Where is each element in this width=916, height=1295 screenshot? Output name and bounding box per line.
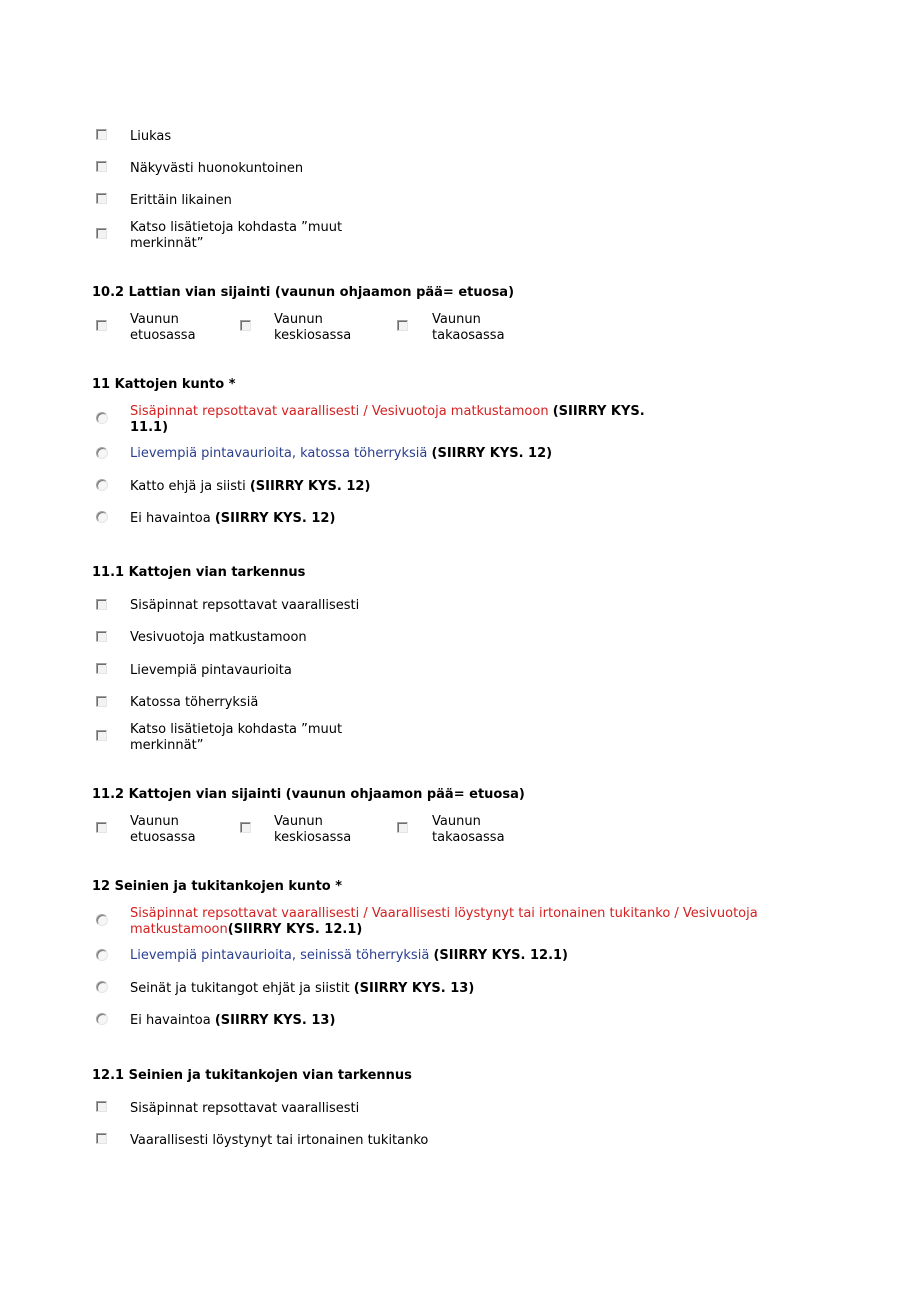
option-label: keskiosassa [274,328,352,343]
checkbox-tukitanko[interactable] [96,1133,107,1144]
option-label: Katso lisätietoja kohdasta ”muut [130,722,343,737]
option-label: Lievempiä pintavaurioita [130,663,292,678]
checkbox-liukas[interactable] [96,129,107,140]
checkbox-erittain-likainen[interactable] [96,193,107,204]
question-title: 12 Seinien ja tukitankojen kunto * [92,879,343,894]
checkbox-sisapinnat-repsottavat[interactable] [96,599,107,610]
option-label: merkinnät” [130,738,204,753]
radio-lievempia-pintavaurioita[interactable] [96,447,108,459]
option-label [130,981,474,997]
option-label [130,1013,335,1029]
option-label: Vaunun [274,814,323,829]
option-text: Seinät ja tukitangot ehjät ja siistit [130,981,350,996]
option-text: Sisäpinnat repsottavat vaarallisesti / Vaarallisesti löystynyt tai irtonainen tukitanko / Vesivuotoja [130,906,758,921]
option-label: Vaarallisesti löystynyt tai irtonainen tukitanko [130,1133,429,1148]
jump-instruction: 11.1) [130,420,169,435]
option-label [130,948,568,964]
jump-instruction: (SIIRRY KYS. 13) [214,1013,336,1028]
option-label: Sisäpinnat repsottavat vaarallisesti [130,1101,360,1116]
option-label: takaosassa [432,328,505,343]
checkbox-vaunun-keskiosassa[interactable] [240,320,251,331]
radio-seinat-ehjat[interactable] [96,981,108,993]
option-text: matkustamoon [130,922,228,937]
option-label [130,404,645,420]
option-label: etuosassa [130,830,196,845]
option-label: Vesivuotoja matkustamoon [130,630,307,645]
jump-instruction: (SIIRRY KYS. 12.1) [433,948,568,963]
option-label: Vaunun [432,814,481,829]
question-title: 12.1 Seinien ja tukitankojen vian tarkennus [92,1068,412,1083]
jump-instruction: (SIIRRY KYS. 12) [214,511,336,526]
option-label [130,446,552,462]
checkbox-katossa-toherryksia[interactable] [96,696,107,707]
option-text: Sisäpinnat repsottavat vaarallisesti / Vesivuotoja matkustamoon [130,404,549,419]
jump-instruction: (SIIRRY KYS. 12) [431,446,553,461]
option-label: Erittäin likainen [130,193,232,208]
option-label: takaosassa [432,830,505,845]
checkbox-vaunun-etuosassa[interactable] [96,320,107,331]
option-text: Lievempiä pintavaurioita, katossa töherryksiä [130,446,428,461]
checkbox-nakyvasti-huonokuntoinen[interactable] [96,161,107,172]
checkbox-vaunun-etuosassa[interactable] [96,822,107,833]
option-label: etuosassa [130,328,196,343]
option-label: Katso lisätietoja kohdasta ”muut [130,220,343,235]
radio-katto-ehja[interactable] [96,479,108,491]
option-label [130,922,362,938]
checkbox-vaunun-takaosassa[interactable] [397,822,408,833]
checkbox-sisapinnat-repsottavat[interactable] [96,1101,107,1112]
option-text: Katto ehjä ja siisti [130,479,246,494]
question-title: 11.2 Kattojen vian sijainti (vaunun ohjaamon pää= etuosa) [92,787,525,802]
option-text: Ei havaintoa [130,511,211,526]
checkbox-vaunun-takaosassa[interactable] [397,320,408,331]
question-title: 11 Kattojen kunto * [92,377,236,392]
option-label: merkinnät” [130,236,204,251]
option-label: Sisäpinnat repsottavat vaarallisesti [130,598,360,613]
option-label: Vaunun [130,814,179,829]
checkbox-katso-lisatietoja[interactable] [96,228,107,239]
radio-sisapinnat-tukitanko-vesivuotoja[interactable] [96,914,108,926]
checkbox-vaunun-keskiosassa[interactable] [240,822,251,833]
option-label: Vaunun [432,312,481,327]
jump-instruction: (SIIRRY KYS. [552,404,645,419]
radio-sisapinnat-vesivuotoja[interactable] [96,412,108,424]
option-text: Lievempiä pintavaurioita, seinissä töherryksiä [130,948,430,963]
checkbox-katso-lisatietoja[interactable] [96,730,107,741]
radio-lievempia-pintavaurioita[interactable] [96,949,108,961]
option-label: Näkyvästi huonokuntoinen [130,161,304,176]
option-label: keskiosassa [274,830,352,845]
radio-ei-havaintoa[interactable] [96,1013,108,1025]
jump-instruction: (SIIRRY KYS. 12.1) [227,922,363,937]
option-text: Ei havaintoa [130,1013,211,1028]
option-label: Vaunun [274,312,323,327]
option-label: Vaunun [130,312,179,327]
radio-ei-havaintoa[interactable] [96,511,108,523]
jump-instruction: (SIIRRY KYS. 13) [353,981,475,996]
option-label [130,479,370,495]
jump-instruction: (SIIRRY KYS. 12) [249,479,371,494]
checkbox-vesivuotoja[interactable] [96,631,107,642]
question-title: 11.1 Kattojen vian tarkennus [92,565,306,580]
option-label [130,511,335,527]
option-label: Katossa töherryksiä [130,695,259,710]
checkbox-lievempia-pintavaurioita[interactable] [96,663,107,674]
question-title: 10.2 Lattian vian sijainti (vaunun ohjaamon pää= etuosa) [92,285,515,300]
option-label: Liukas [130,129,172,144]
